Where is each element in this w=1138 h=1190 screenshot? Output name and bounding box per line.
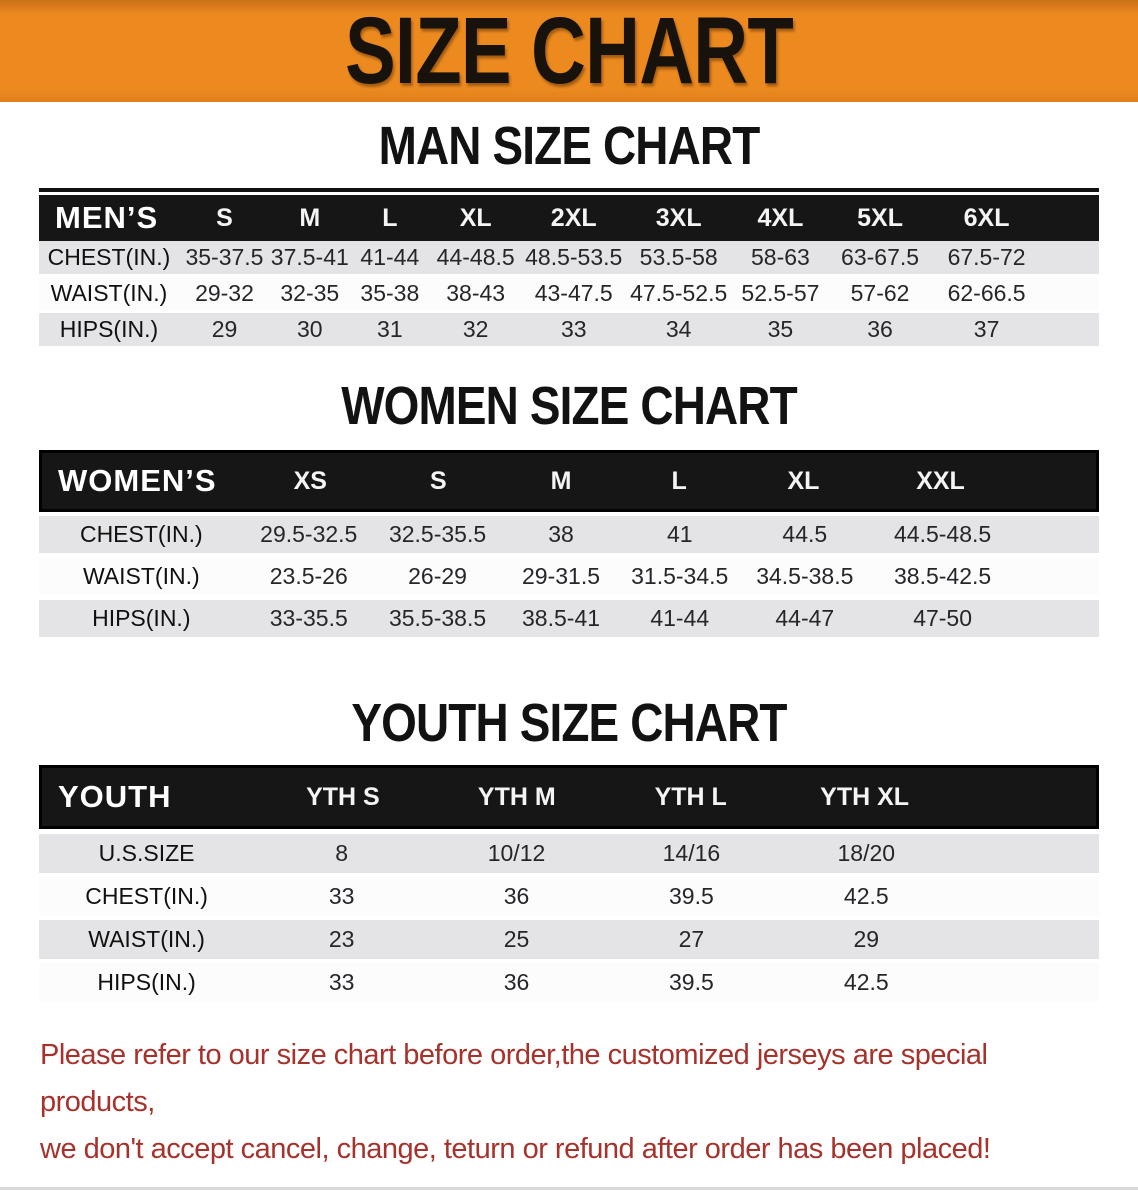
size-value-cell: 32.5-35.5: [388, 521, 487, 547]
row-label: WAIST(IN.): [82, 563, 200, 589]
size-value-cell: 57-62: [850, 280, 910, 306]
row-label: HIPS(IN.): [97, 969, 196, 995]
size-value-cell: 29: [211, 316, 238, 342]
row-label: HIPS(IN.): [59, 316, 159, 342]
size-value-cell: 41-44: [360, 244, 420, 270]
size-value-cell: 27: [678, 926, 705, 952]
row-label: WAIST(IN.): [50, 280, 168, 306]
row-label: CHEST(IN.): [79, 521, 203, 547]
size-value-cell: 35-37.5: [185, 244, 264, 270]
size-value-cell: 48.5-53.5: [525, 244, 623, 270]
size-col-header: 5XL: [857, 203, 903, 232]
size-value-cell: 34: [665, 316, 692, 342]
size-value-cell: 36: [503, 969, 530, 995]
men-section-heading: MAN SIZE CHART: [378, 116, 760, 176]
womens-size-table: [39, 450, 1099, 637]
size-value-cell: 41: [666, 521, 693, 547]
table-top-border: [39, 188, 1099, 192]
size-value-cell: 63-67.5: [841, 244, 920, 270]
table-row-chest: [39, 877, 1099, 916]
order-policy-note-line2: we don't accept cancel, change, teturn or refund after order has been placed!: [40, 1133, 991, 1165]
size-value-cell: 42.5: [843, 883, 889, 909]
size-col-header: 4XL: [757, 203, 804, 232]
size-value-cell: 23.5-26: [269, 563, 348, 589]
size-value-cell: 29: [853, 926, 880, 952]
size-value-cell: 43-47.5: [534, 280, 613, 306]
size-col-header: 3XL: [655, 203, 702, 232]
row-label: HIPS(IN.): [92, 605, 191, 631]
row-label: CHEST(IN.): [47, 244, 171, 270]
table-row-waist: [39, 277, 1099, 310]
size-value-cell: 35: [767, 316, 794, 342]
size-value-cell: 29-32: [195, 280, 254, 306]
size-value-cell: 52.5-57: [741, 280, 820, 306]
size-value-cell: 25: [503, 926, 530, 952]
size-value-cell: 42.5: [843, 969, 889, 995]
size-value-cell: 38: [548, 521, 574, 547]
size-value-cell: 41-44: [650, 605, 710, 631]
size-value-cell: 35.5-38.5: [388, 605, 487, 631]
size-value-cell: 58-63: [751, 244, 810, 270]
womens-group-label: WOMEN’S: [58, 463, 217, 498]
size-value-cell: 62-66.5: [947, 280, 1026, 306]
table-row-hips: [39, 600, 1099, 637]
size-value-cell: 44-47: [775, 605, 835, 631]
size-value-cell: 37: [973, 316, 1000, 342]
size-col-header: S: [429, 466, 447, 495]
mens-size-table: [39, 188, 1099, 346]
size-value-cell: 35-38: [360, 280, 420, 306]
size-value-cell: 18/20: [837, 840, 896, 866]
size-value-cell: 37.5-41: [270, 244, 349, 270]
size-chart-banner: [0, 0, 1138, 102]
row-label: CHEST(IN.): [85, 883, 208, 909]
banner-title: SIZE CHART: [345, 0, 793, 104]
mens-group-label: MEN’S: [55, 200, 159, 235]
mens-header-row: [39, 195, 1099, 241]
size-value-cell: 29-31.5: [522, 563, 601, 589]
size-value-cell: 36: [503, 883, 530, 909]
size-value-cell: 33: [560, 316, 587, 342]
youth-section-heading: YOUTH SIZE CHART: [351, 693, 787, 753]
row-label: WAIST(IN.): [88, 926, 205, 952]
table-row-chest: [39, 516, 1099, 553]
size-value-cell: 38-43: [446, 280, 506, 306]
size-value-cell: 53.5-58: [639, 244, 718, 270]
size-value-cell: 38.5-42.5: [894, 563, 992, 589]
table-row-us-size: [39, 834, 1099, 873]
size-col-header: YTH XL: [820, 782, 910, 811]
table-row-waist: [39, 920, 1099, 959]
size-value-cell: 10/12: [487, 840, 546, 866]
size-value-cell: 47.5-52.5: [630, 280, 728, 306]
order-policy-note: [40, 1032, 1108, 1173]
size-value-cell: 39.5: [669, 883, 714, 909]
size-col-header: XXL: [916, 466, 965, 495]
size-col-header: M: [550, 466, 572, 495]
order-policy-note-line1: Please refer to our size chart before order,the customized jerseys are special products,: [40, 1039, 988, 1118]
size-value-cell: 44.5: [782, 521, 828, 547]
size-value-cell: 31.5-34.5: [631, 563, 729, 589]
women-section-heading: WOMEN SIZE CHART: [341, 376, 797, 436]
size-value-cell: 8: [335, 840, 349, 866]
size-value-cell: 34.5-38.5: [756, 563, 854, 589]
size-value-cell: 26-29: [408, 563, 467, 589]
size-col-header: YTH S: [306, 782, 380, 811]
size-col-header: XL: [787, 466, 820, 495]
table-row-hips: [39, 963, 1099, 1002]
size-col-header: YTH L: [654, 782, 727, 811]
size-col-header: 6XL: [963, 203, 1010, 232]
size-value-cell: 29.5-32.5: [260, 521, 358, 547]
table-row-waist: [39, 558, 1099, 595]
size-value-cell: 36: [867, 316, 893, 342]
size-value-cell: 23: [328, 926, 355, 952]
size-value-cell: 38.5-41: [522, 605, 601, 631]
size-col-header: S: [216, 203, 233, 232]
size-col-header: M: [299, 203, 321, 232]
youth-size-table: [39, 765, 1099, 1002]
youth-header-row: [39, 765, 1099, 829]
size-value-cell: 33: [328, 969, 355, 995]
size-value-cell: 39.5: [669, 969, 714, 995]
size-col-header: L: [671, 466, 687, 495]
womens-header-row: [39, 450, 1099, 512]
size-value-cell: 32: [462, 316, 489, 342]
size-col-header: L: [382, 203, 398, 232]
size-value-cell: 67.5-72: [947, 244, 1026, 270]
size-value-cell: 33: [328, 883, 355, 909]
size-value-cell: 32-35: [280, 280, 340, 306]
size-col-header: 2XL: [550, 203, 597, 232]
size-value-cell: 30: [297, 316, 323, 342]
youth-group-label: YOUTH: [58, 779, 172, 814]
size-value-cell: 31: [377, 316, 403, 342]
size-value-cell: 47-50: [913, 605, 973, 631]
size-col-header: XL: [459, 203, 492, 232]
size-col-header: YTH M: [477, 782, 556, 811]
row-label: U.S.SIZE: [98, 840, 195, 866]
table-row-hips: [39, 313, 1099, 346]
size-value-cell: 14/16: [662, 840, 721, 866]
table-row-chest: [39, 241, 1099, 274]
size-col-header: XS: [293, 466, 327, 495]
size-value-cell: 33-35.5: [269, 605, 348, 631]
size-value-cell: 44.5-48.5: [894, 521, 992, 547]
size-value-cell: 44-48.5: [436, 244, 515, 270]
